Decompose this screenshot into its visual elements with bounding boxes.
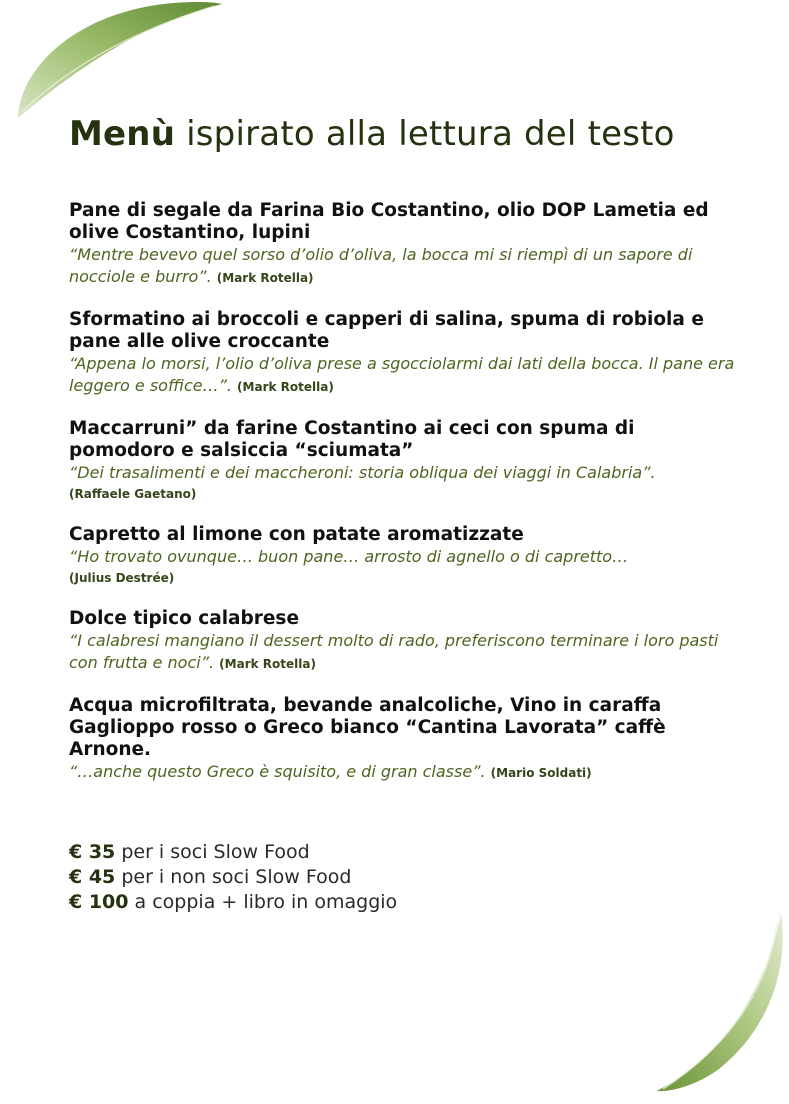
dish-quote [69,462,739,504]
course-item [69,695,739,784]
quote-author: (Mark Rotella) [237,380,334,394]
quote-text: “Appena lo morsi, l’olio d’oliva prese a sgocciolarmi dai lati della bocca. Il pane era leggero e soffice…”. [69,354,735,395]
course-item [69,524,739,588]
price-amount: € 45 [69,866,116,888]
price-amount: € 100 [69,891,129,913]
title-bold: Menù [69,114,176,154]
price-text: per i soci Slow Food [115,841,310,863]
olive-leaf-top-image [0,0,230,125]
dish-name: Capretto al limone con patate aromatizzate [69,524,524,545]
price-list [69,840,397,915]
quote-author: (Mario Soldati) [490,766,592,780]
dish-quote [69,761,739,784]
page-title [69,114,675,154]
dish-quote [69,244,739,289]
course-item [69,418,739,504]
price-text: per i non soci Slow Food [115,866,352,888]
price-amount: € 35 [69,841,116,863]
quote-text: “Ho trovato ovunque… buon pane… arrosto di agnello o di capretto… [69,547,629,566]
quote-author: (Julius Destrée) [69,571,175,585]
price-row [69,865,397,890]
quote-text: “…anche questo Greco è squisito, e di gran classe”. [69,762,491,781]
price-row [69,840,397,865]
quote-author: (Raffaele Gaetano) [69,487,197,501]
price-text: a coppia + libro in omaggio [128,891,398,913]
quote-text: “Dei trasalimenti e dei maccheroni: storia obliqua dei viaggi in Calabria”. [69,463,656,482]
dish-name: Maccarruni” da farine Costantino ai ceci con spuma di pomodoro e salsiccia “sciumata” [69,418,635,461]
quote-author: (Mark Rotella) [219,657,316,671]
quote-text: “Mentre bevevo quel sorso d’olio d’oliva, la bocca mi si riempì di un sapore di nocciole e burro”. [69,245,693,286]
dish-name: Dolce tipico calabrese [69,608,299,629]
dish-name: Sformatino ai broccoli e capperi di salina, spuma di robiola e pane alle olive croccante [69,309,704,352]
title-rest: ispirato alla lettura del testo [175,114,675,154]
dish-quote [69,546,739,588]
dish-name: Pane di segale da Farina Bio Costantino, olio DOP Lametia ed olive Costantino, lupini [69,200,709,243]
quote-text: “I calabresi mangiano il dessert molto di rado, preferiscono terminare i loro pasti con frutta e noci”. [69,631,719,672]
dish-quote [69,630,739,675]
price-row [69,890,397,915]
olive-leaf-bottom-image [649,909,789,1094]
course-item [69,608,739,675]
course-item [69,309,739,398]
course-item [69,200,739,289]
dish-quote [69,353,739,398]
quote-author: (Mark Rotella) [216,271,314,285]
menu-list [69,200,739,804]
dish-name: Acqua microfiltrata, bevande analcoliche, Vino in caraffa Gaglioppo rosso o Greco bianco “Cantina Lavorata” caffè Arnone. [69,695,666,760]
